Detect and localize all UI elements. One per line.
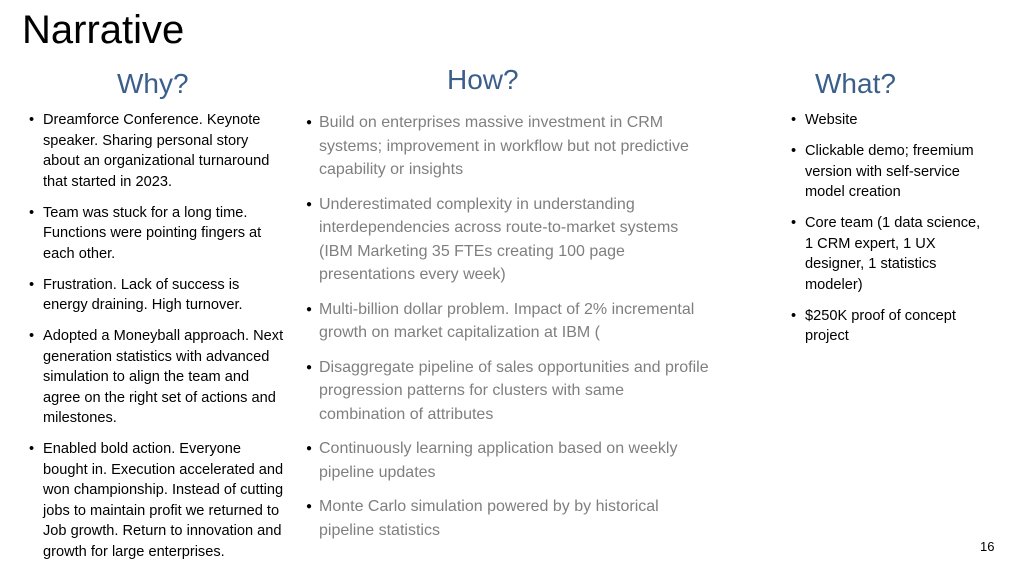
why-bullet-list — [28, 110, 286, 573]
why-bullet: • Enabled bold action. Everyone bought in. Execution accelerated and won championship. Instead of cutting jobs to maintain profit we returned to Job growth. Return to innovation and growth for large enterprises. — [28, 439, 286, 562]
page-number: 16 — [980, 539, 995, 554]
what-bullet-list — [790, 110, 990, 357]
why-heading: Why? — [117, 68, 189, 99]
slide-title: Narrative — [22, 8, 185, 52]
why-bullet: • Dreamforce Conference. Keynote speaker. Sharing personal story about an organizational turnaround that started in 2023. — [28, 110, 286, 192]
how-bullet: ● Continuously learning application based on weekly pipeline updates — [306, 437, 711, 484]
how-bullet: ● Multi-billion dollar problem. Impact of 2% incremental growth on market capitalization at IBM ( — [306, 298, 711, 345]
how-bullet: ● Underestimated complexity in understanding interdependencies across route-to-market systems (IBM Marketing 35 FTEs creating 100 page presentations every week) — [306, 193, 711, 287]
why-bullet: • Frustration. Lack of success is energy draining. High turnover. — [28, 275, 286, 316]
what-bullet: • Clickable demo; freemium version with self-service model creation — [790, 141, 990, 203]
how-bullet: ● Monte Carlo simulation powered by by historical pipeline statistics — [306, 495, 711, 542]
why-bullet: • Team was stuck for a long time. Functions were pointing fingers at each other. — [28, 203, 286, 265]
what-bullet: • Website — [790, 110, 990, 131]
how-bullet-list — [306, 111, 711, 553]
how-heading: How? — [447, 64, 519, 95]
why-bullet: • Adopted a Moneyball approach. Next generation statistics with advanced simulation to align the team and agree on the right set of actions and milestones. — [28, 326, 286, 429]
what-bullet: • $250K proof of concept project — [790, 306, 990, 347]
what-heading: What? — [815, 68, 896, 99]
what-bullet: • Core team (1 data science, 1 CRM expert, 1 UX designer, 1 statistics modeler) — [790, 213, 990, 295]
how-bullet: ● Disaggregate pipeline of sales opportunities and profile progression patterns for clusters with same combination of attributes — [306, 356, 711, 427]
how-bullet: ● Build on enterprises massive investment in CRM systems; improvement in workflow but not predictive capability or insights — [306, 111, 711, 182]
